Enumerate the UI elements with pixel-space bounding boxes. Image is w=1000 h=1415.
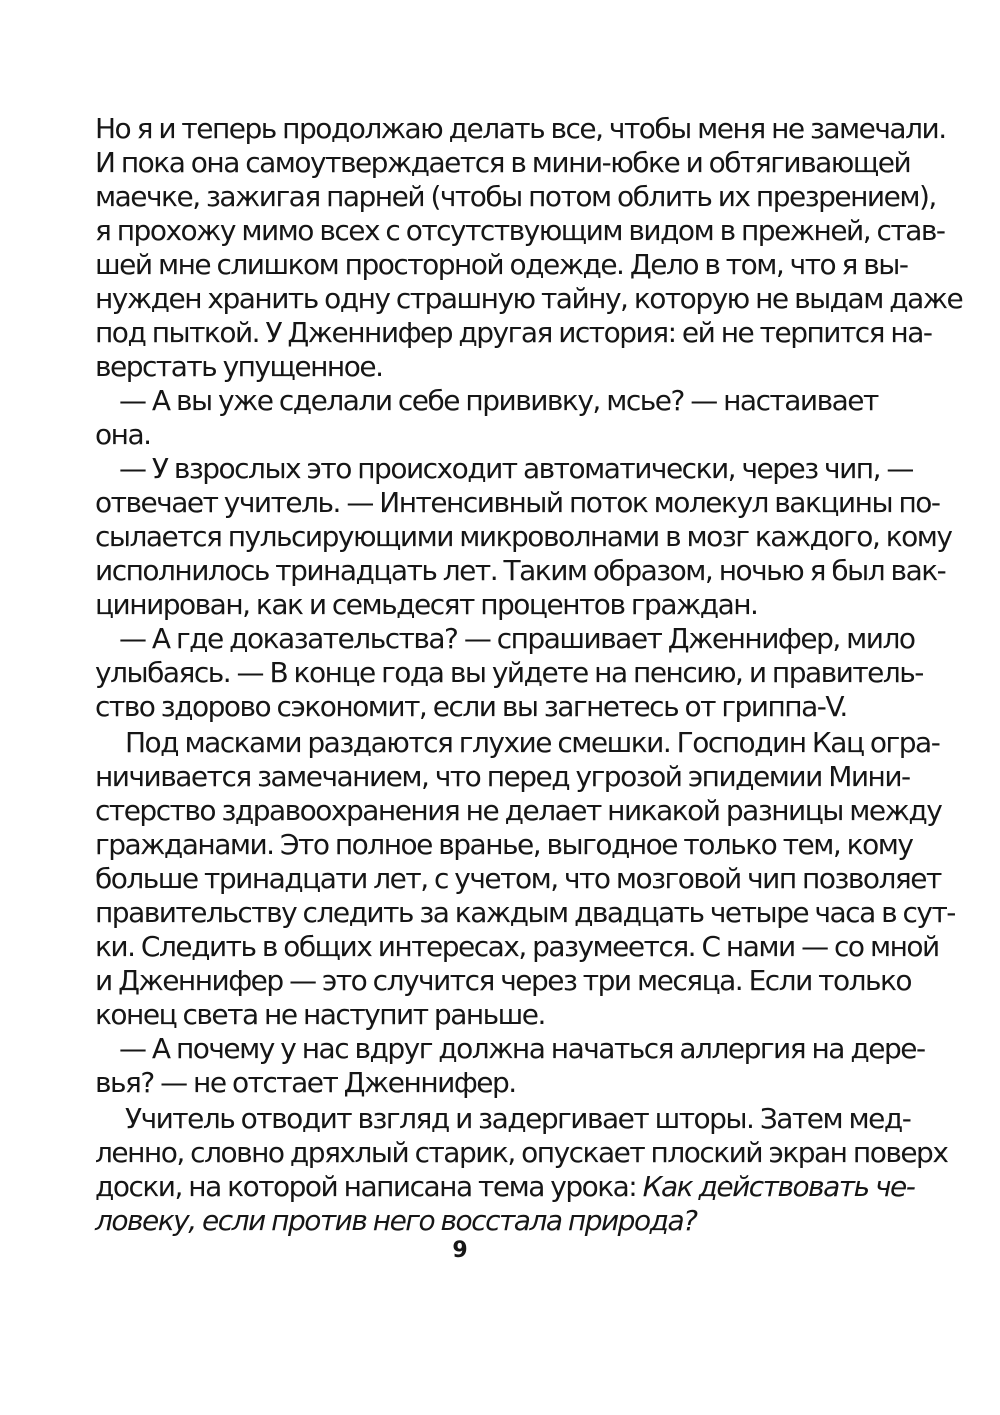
text-line: улыбаясь. — В конце года вы уйдете на пенсию, и правитель- <box>95 656 923 689</box>
text-line: нужден хранить одну страшную тайну, которую не выдам даже <box>95 282 963 315</box>
text-line: ство здорово сэкономит, если вы загнетесь от гриппа-V. <box>95 690 847 723</box>
dialogue-line: — У взрослых это происходит автоматически, через чип, — <box>119 452 913 485</box>
text-line: отвечает учитель. — Интенсивный поток молекул вакцины по- <box>95 486 940 519</box>
text-line: исполнилось тринадцать лет. Таким образом, ночью я был вак- <box>95 554 946 587</box>
paragraph-start-line: Учитель отводит взгляд и задергивает шторы. Затем мед- <box>125 1102 911 1135</box>
lesson-topic-italic: Как действовать че- <box>642 1170 915 1203</box>
text-line: цинирован, как и семьдесят процентов граждан. <box>95 588 758 621</box>
text-line: верстать упущенное. <box>95 350 383 383</box>
text-line: правительству следить за каждым двадцать четыре часа в сут- <box>95 896 955 929</box>
text-line <box>95 1170 914 1204</box>
text-line: И пока она самоутверждается в мини-юбке и обтягивающей <box>95 146 911 179</box>
dialogue-line: — А вы уже сделали себе прививку, мсье? — настаивает <box>119 384 878 417</box>
text-line: конец света не наступит раньше. <box>95 998 545 1031</box>
dialogue-line: — А где доказательства? — спрашивает Дженнифер, мило <box>119 622 915 655</box>
text-line: ленно, словно дряхлый старик, опускает плоский экран поверх <box>95 1136 948 1169</box>
text-line: маечке, зажигая парней (чтобы потом облить их презрением), <box>95 180 936 213</box>
lesson-topic-italic: ловеку, если против него восстала природа? <box>95 1204 697 1237</box>
text-segment: доски, на которой написана тема урока: <box>95 1170 643 1203</box>
text-line: ки. Следить в общих интересах, разумеется. С нами — со мной <box>95 930 939 963</box>
paragraph-start-line: Под масками раздаются глухие смешки. Господин Кац огра- <box>125 726 940 759</box>
page-number: 9 <box>452 1238 468 1263</box>
text-line: вья? — не отстает Дженнифер. <box>95 1066 516 1099</box>
text-line: я прохожу мимо всех с отсутствующим видом в прежней, став- <box>95 214 945 247</box>
text-line: Но я и теперь продолжаю делать все, чтобы меня не замечали. <box>95 112 946 145</box>
dialogue-line: — А почему у нас вдруг должна начаться аллергия на дере- <box>119 1032 925 1065</box>
text-line: стерство здравоохранения не делает никакой разницы между <box>95 794 942 827</box>
text-line: шей мне слишком просторной одежде. Дело в том, что я вы- <box>95 248 908 281</box>
text-line: гражданами. Это полное вранье, выгодное только тем, кому <box>95 828 913 861</box>
text-line: ничивается замечанием, что перед угрозой эпидемии Мини- <box>95 760 910 793</box>
text-line: сылается пульсирующими микроволнами в мозг каждого, кому <box>95 520 952 553</box>
text-line: под пыткой. У Дженнифер другая история: ей не терпится на- <box>95 316 932 349</box>
text-line: больше тринадцати лет, с учетом, что мозговой чип позволяет <box>95 862 941 895</box>
text-line: и Дженнифер — это случится через три месяца. Если только <box>95 964 912 997</box>
text-line <box>95 1204 696 1238</box>
text-line: она. <box>95 418 151 451</box>
